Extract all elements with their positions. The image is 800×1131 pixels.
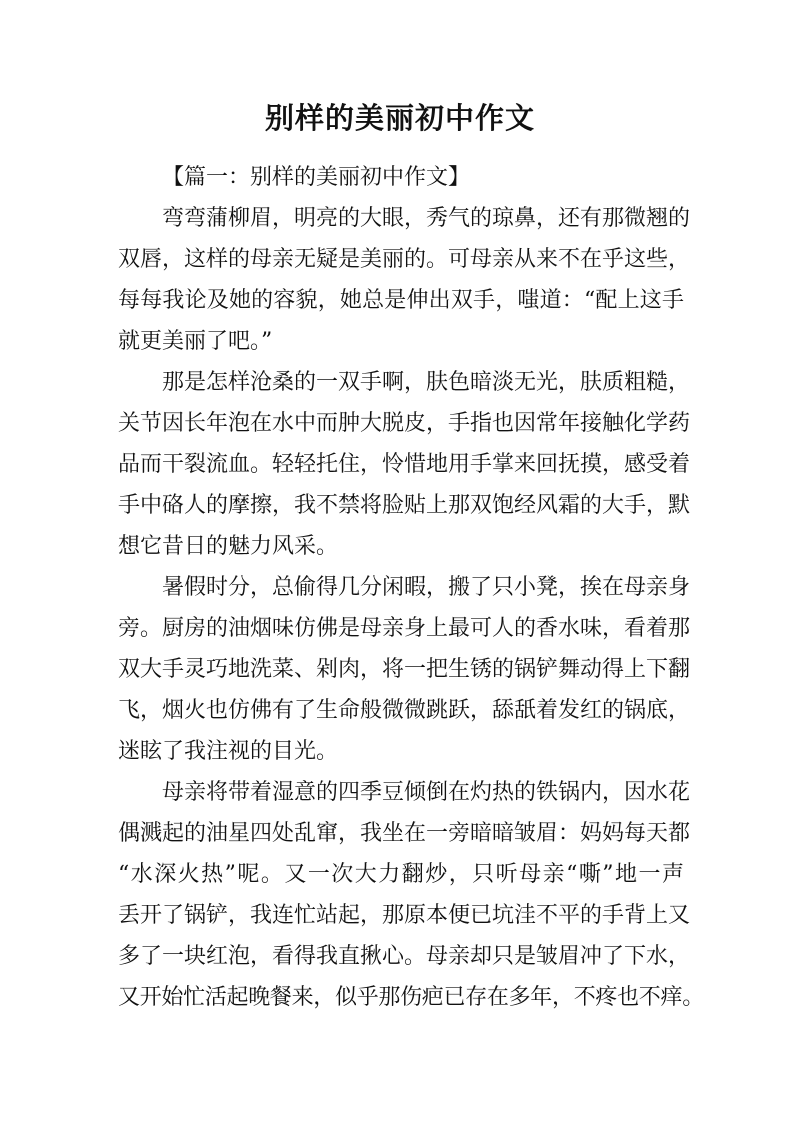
text-line: 弯弯蒲柳眉，明亮的大眼，秀气的琼鼻，还有那微翘的 [162, 206, 691, 231]
text-line: 飞，烟火也仿佛有了生命般微微跳跃，舔舐着发红的锅底， [118, 698, 691, 723]
text-line: 旁。厨房的油烟味仿佛是母亲身上最可人的香水味，看着那 [118, 616, 691, 641]
text-line: 丢开了锅铲，我连忙站起，那原本便已坑洼不平的手背上又 [118, 903, 691, 928]
text-line: 关节因长年泡在水中而肿大脱皮，手指也因常年接触化学药 [118, 411, 691, 436]
text-line: 迷眩了我注视的目光。 [118, 739, 339, 764]
text-line: 想它昔日的魅力风采。 [118, 534, 339, 559]
text-line: 手中硌人的摩擦，我不禁将脸贴上那双饱经风霜的大手，默 [118, 493, 691, 518]
text-line: 暑假时分，总偷得几分闲暇，搬了只小凳，挨在母亲身 [162, 575, 691, 600]
text-line: 又开始忙活起晚餐来，似乎那伤疤已存在多年，不疼也不痒。 [118, 985, 704, 1010]
section-label: 【篇一：别样的美丽初中作文】 [162, 165, 471, 190]
text-line: 那是怎样沧桑的一双手啊，肤色暗淡无光，肤质粗糙， [162, 370, 691, 395]
text-line: 偶溅起的油星四处乱窜，我坐在一旁暗暗皱眉：妈妈每天都 [118, 821, 691, 846]
text-line: 品而干裂流血。轻轻托住，怜惜地用手掌来回抚摸，感受着 [118, 452, 691, 477]
text-line: 多了一块红泡，看得我直揪心。母亲却只是皱眉冲了下水， [118, 944, 691, 969]
text-line: 母亲将带着湿意的四季豆倾倒在灼热的铁锅内，因水花 [162, 780, 691, 805]
paragraph-lines [118, 198, 704, 1018]
text-line: “水深火热”呢。又一次大力翻炒，只听母亲“嘶”地一声 [118, 862, 684, 887]
text-line: 双大手灵巧地洗菜、剁肉，将一把生锈的锅铲舞动得上下翻 [118, 657, 691, 682]
text-line: 每每我论及她的容貌，她总是伸出双手，嗤道：“配上这手 [118, 288, 684, 313]
text-line: 就更美丽了吧。” [118, 329, 273, 354]
document-title: 别样的美丽初中作文 [264, 101, 535, 135]
text-line: 双唇，这样的母亲无疑是美丽的。可母亲从来不在乎这些， [118, 247, 691, 272]
document-body [118, 157, 704, 1018]
